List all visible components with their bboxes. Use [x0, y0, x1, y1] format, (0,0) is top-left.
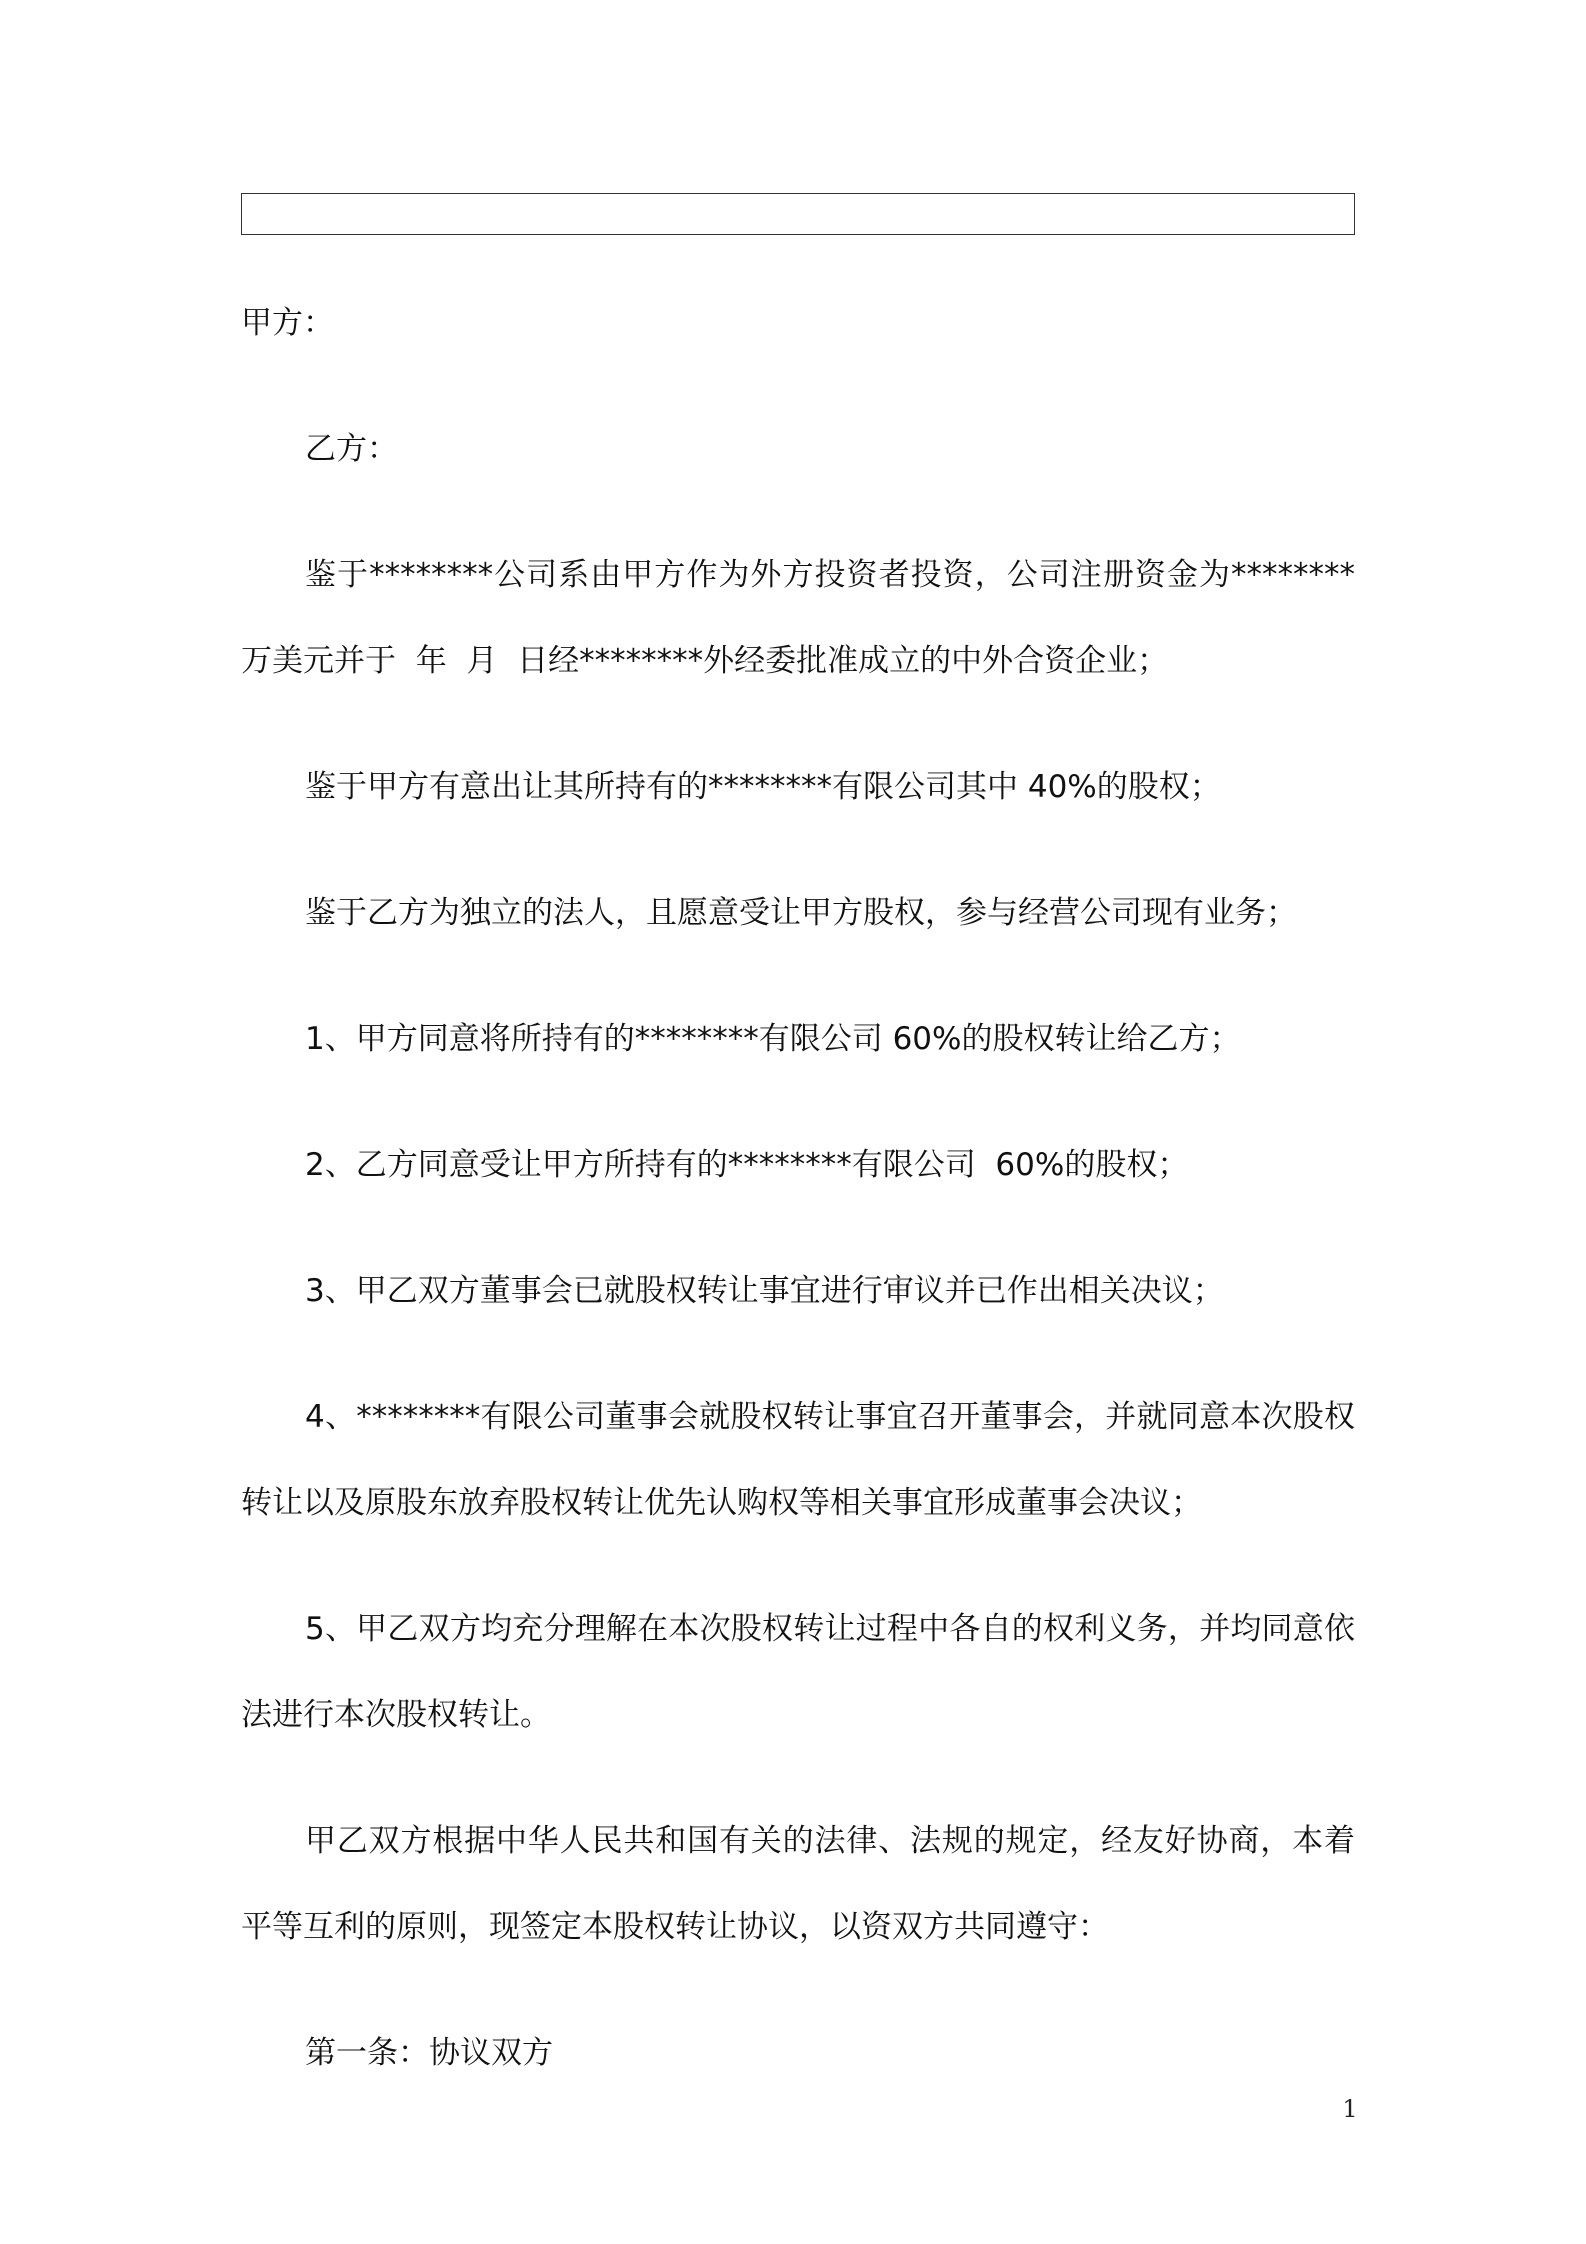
agreement-preamble: 甲乙双方根据中华人民共和国有关的法律、法规的规定，经友好协商，本着平等互利的原则，现签定本股权转让协议，以资双方共同遵守：: [241, 1823, 1355, 1945]
document-body: [241, 280, 1355, 2136]
clause-item-1: 1、甲方同意将所持有的********有限公司 60%的股权转让给乙方；: [305, 1021, 1241, 1057]
header-box: [241, 193, 1355, 235]
party-a-label: 甲方：: [241, 305, 334, 341]
recital-company-background: 鉴于********公司系由甲方作为外方投资者投资，公司注册资金为********万美元并于 年 月 日经********外经委批准成立的中外合资企业；: [241, 557, 1355, 679]
clause-item-4: 4、********有限公司董事会就股权转让事宜召开董事会，并就同意本次股权转让以及原股东放弃股权转让优先认购权等相关事宜形成董事会决议；: [241, 1399, 1355, 1521]
recital-party-b-intent: 鉴于乙方为独立的法人，且愿意受让甲方股权，参与经营公司现有业务；: [305, 895, 1297, 931]
clause-item-3: 3、甲乙双方董事会已就股权转让事宜进行审议并已作出相关决议；: [305, 1273, 1224, 1309]
party-b-label: 乙方：: [305, 431, 398, 467]
recital-party-a-intent: 鉴于甲方有意出让其所持有的********有限公司其中 40%的股权；: [305, 769, 1221, 805]
article-1-heading: 第一条：协议双方: [305, 2035, 553, 2071]
page-number: 1: [1342, 2095, 1358, 2123]
clause-item-5: 5、甲乙双方均充分理解在本次股权转让过程中各自的权利义务，并均同意依法进行本次股权转让。: [241, 1611, 1355, 1733]
clause-item-2: 2、乙方同意受让甲方所持有的********有限公司 60%的股权；: [305, 1147, 1189, 1183]
